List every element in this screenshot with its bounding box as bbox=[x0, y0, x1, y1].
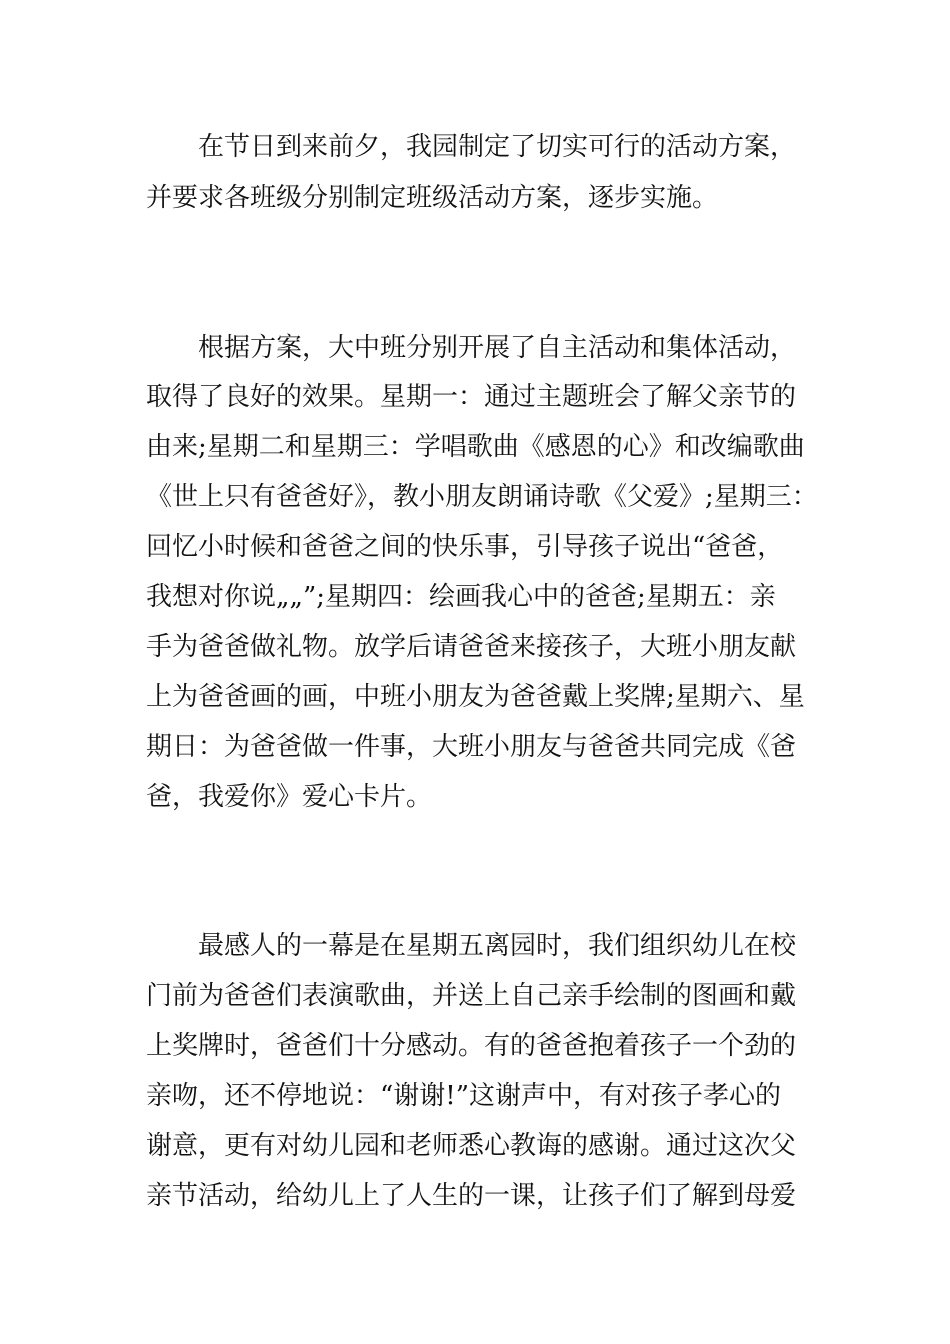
paragraph-line: 并要求各班级分别制定班级活动方案，逐步实施。 bbox=[146, 183, 719, 213]
paragraph-line: 回忆小时候和爸爸之间的快乐事，引导孩子说出“爸爸， bbox=[146, 532, 784, 562]
paragraph-line: 亲节活动，给幼儿上了人生的一课，让孩子们了解到母爱 bbox=[146, 1181, 797, 1211]
paragraph-line: 最感人的一幕是在星期五离园时，我们组织幼儿在校 bbox=[198, 931, 797, 961]
paragraph-line: 由来;星期二和星期三：学唱歌曲《感恩的心》和改编歌曲 bbox=[146, 432, 805, 462]
paragraph-line: 期日：为爸爸做一件事，大班小朋友与爸爸共同完成《爸 bbox=[146, 732, 797, 762]
paragraph-line: 谢意，更有对幼儿园和老师悉心教诲的感谢。通过这次父 bbox=[146, 1131, 797, 1161]
paragraph-line: 上奖牌时，爸爸们十分感动。有的爸爸抱着孩子一个劲的 bbox=[146, 1031, 797, 1061]
paragraph-line: 在节日到来前夕，我园制定了切实可行的活动方案， bbox=[198, 132, 797, 162]
paragraph-line: 根据方案，大中班分别开展了自主活动和集体活动， bbox=[198, 333, 797, 363]
paragraph-line: 门前为爸爸们表演歌曲，并送上自己亲手绘制的图画和戴 bbox=[146, 981, 797, 1011]
paragraph-line: 爸，我爱你》爱心卡片。 bbox=[146, 782, 433, 812]
paragraph-line: 手为爸爸做礼物。放学后请爸爸来接孩子，大班小朋友献 bbox=[146, 632, 797, 662]
paragraph-line: 《世上只有爸爸好》，教小朋友朗诵诗歌《父爱》;星期三： bbox=[146, 482, 818, 512]
paragraph-line: 上为爸爸画的画，中班小朋友为爸爸戴上奖牌;星期六、星 bbox=[146, 682, 805, 712]
paragraph-line: 亲吻，还不停地说：“谢谢!”这谢声中，有对孩子孝心的 bbox=[146, 1081, 782, 1111]
paragraph-line: 我想对你说„„”;星期四：绘画我心中的爸爸;星期五：亲 bbox=[146, 582, 776, 612]
paragraph-line: 取得了良好的效果。星期一：通过主题班会了解父亲节的 bbox=[146, 382, 797, 412]
